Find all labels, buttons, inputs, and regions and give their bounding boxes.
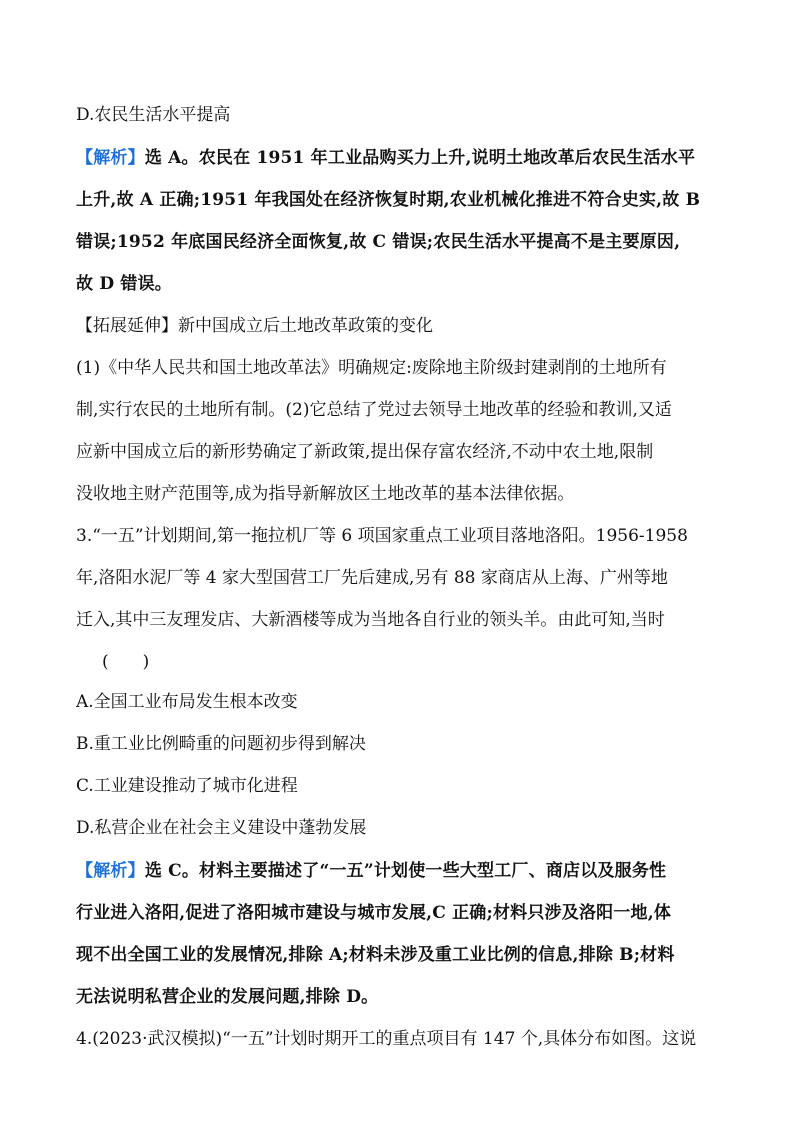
extension-line-1: (1)《中华人民共和国土地改革法》明确规定:废除地主阶级封建剥削的土地所有 xyxy=(76,358,667,378)
analysis-tag: 【解析】 xyxy=(76,148,145,168)
extension-line-2: 制,实行农民的土地所有制。(2)它总结了党过去领导土地改革的经验和教训,又适 xyxy=(76,400,672,420)
answer-blank: ( ) xyxy=(102,652,150,672)
analysis2-line-3: 现不出全国工业的发展情况,排除 A;材料未涉及重工业比例的信息,排除 B;材料 xyxy=(76,945,675,965)
analysis-line-3: 错误;1952 年底国民经济全面恢复,故 C 错误;农民生活水平提高不是主要原因, xyxy=(76,232,681,252)
question-4-line-1: 4.(2023·武汉模拟)“一五”计划时期开工的重点项目有 147 个,具体分布如图。这说 xyxy=(76,1029,697,1049)
option-a: A.全国工业布局发生根本改变 xyxy=(76,692,298,712)
analysis-line-4: 故 D 错误。 xyxy=(76,274,172,294)
analysis-line-1 xyxy=(76,147,726,169)
question-3-line-1: 3.“一五”计划期间,第一拖拉机厂等 6 项国家重点工业项目落地洛阳。1956-1958 xyxy=(76,526,688,546)
extension-line-3: 应新中国成立后的新形势确定了新政策,提出保存富农经济,不动中农土地,限制 xyxy=(76,442,654,462)
analysis2-line-1 xyxy=(76,860,726,882)
extension-line-4: 没收地主财产范围等,成为指导新解放区土地改革的基本法律依据。 xyxy=(76,484,575,504)
analysis2-tag: 【解析】 xyxy=(76,861,145,881)
analysis-line-2: 上升,故 A 正确;1951 年我国处在经济恢复时期,农业机械化推进不符合史实,故 B xyxy=(76,190,701,210)
option-b: B.重工业比例畸重的问题初步得到解决 xyxy=(76,734,366,754)
option-d: D.私营企业在社会主义建设中蓬勃发展 xyxy=(76,818,367,838)
analysis2-line-2: 行业进入洛阳,促进了洛阳城市建设与城市发展,C 正确;材料只涉及洛阳一地,体 xyxy=(76,903,672,923)
option-c: C.工业建设推动了城市化进程 xyxy=(76,776,298,796)
question-3-line-2: 年,洛阳水泥厂等 4 家大型国营工厂先后建成,另有 88 家商店从上海、广州等地 xyxy=(76,568,668,588)
extension-heading: 【拓展延伸】新中国成立后土地改革政策的变化 xyxy=(76,316,433,336)
option-d-prev: D.农民生活水平提高 xyxy=(76,105,231,125)
analysis-text: 选 A。农民在 1951 年工业品购买力上升,说明土地改革后农民生活水平 xyxy=(144,148,696,168)
question-3-line-3: 迁入,其中三友理发店、大新酒楼等成为当地各自行业的领头羊。由此可知,当时 xyxy=(76,610,665,630)
analysis2-text: 选 C。材料主要描述了“一五”计划使一些大型工厂、商店以及服务性 xyxy=(144,861,667,881)
analysis2-line-4: 无法说明私营企业的发展问题,排除 D。 xyxy=(76,987,379,1007)
